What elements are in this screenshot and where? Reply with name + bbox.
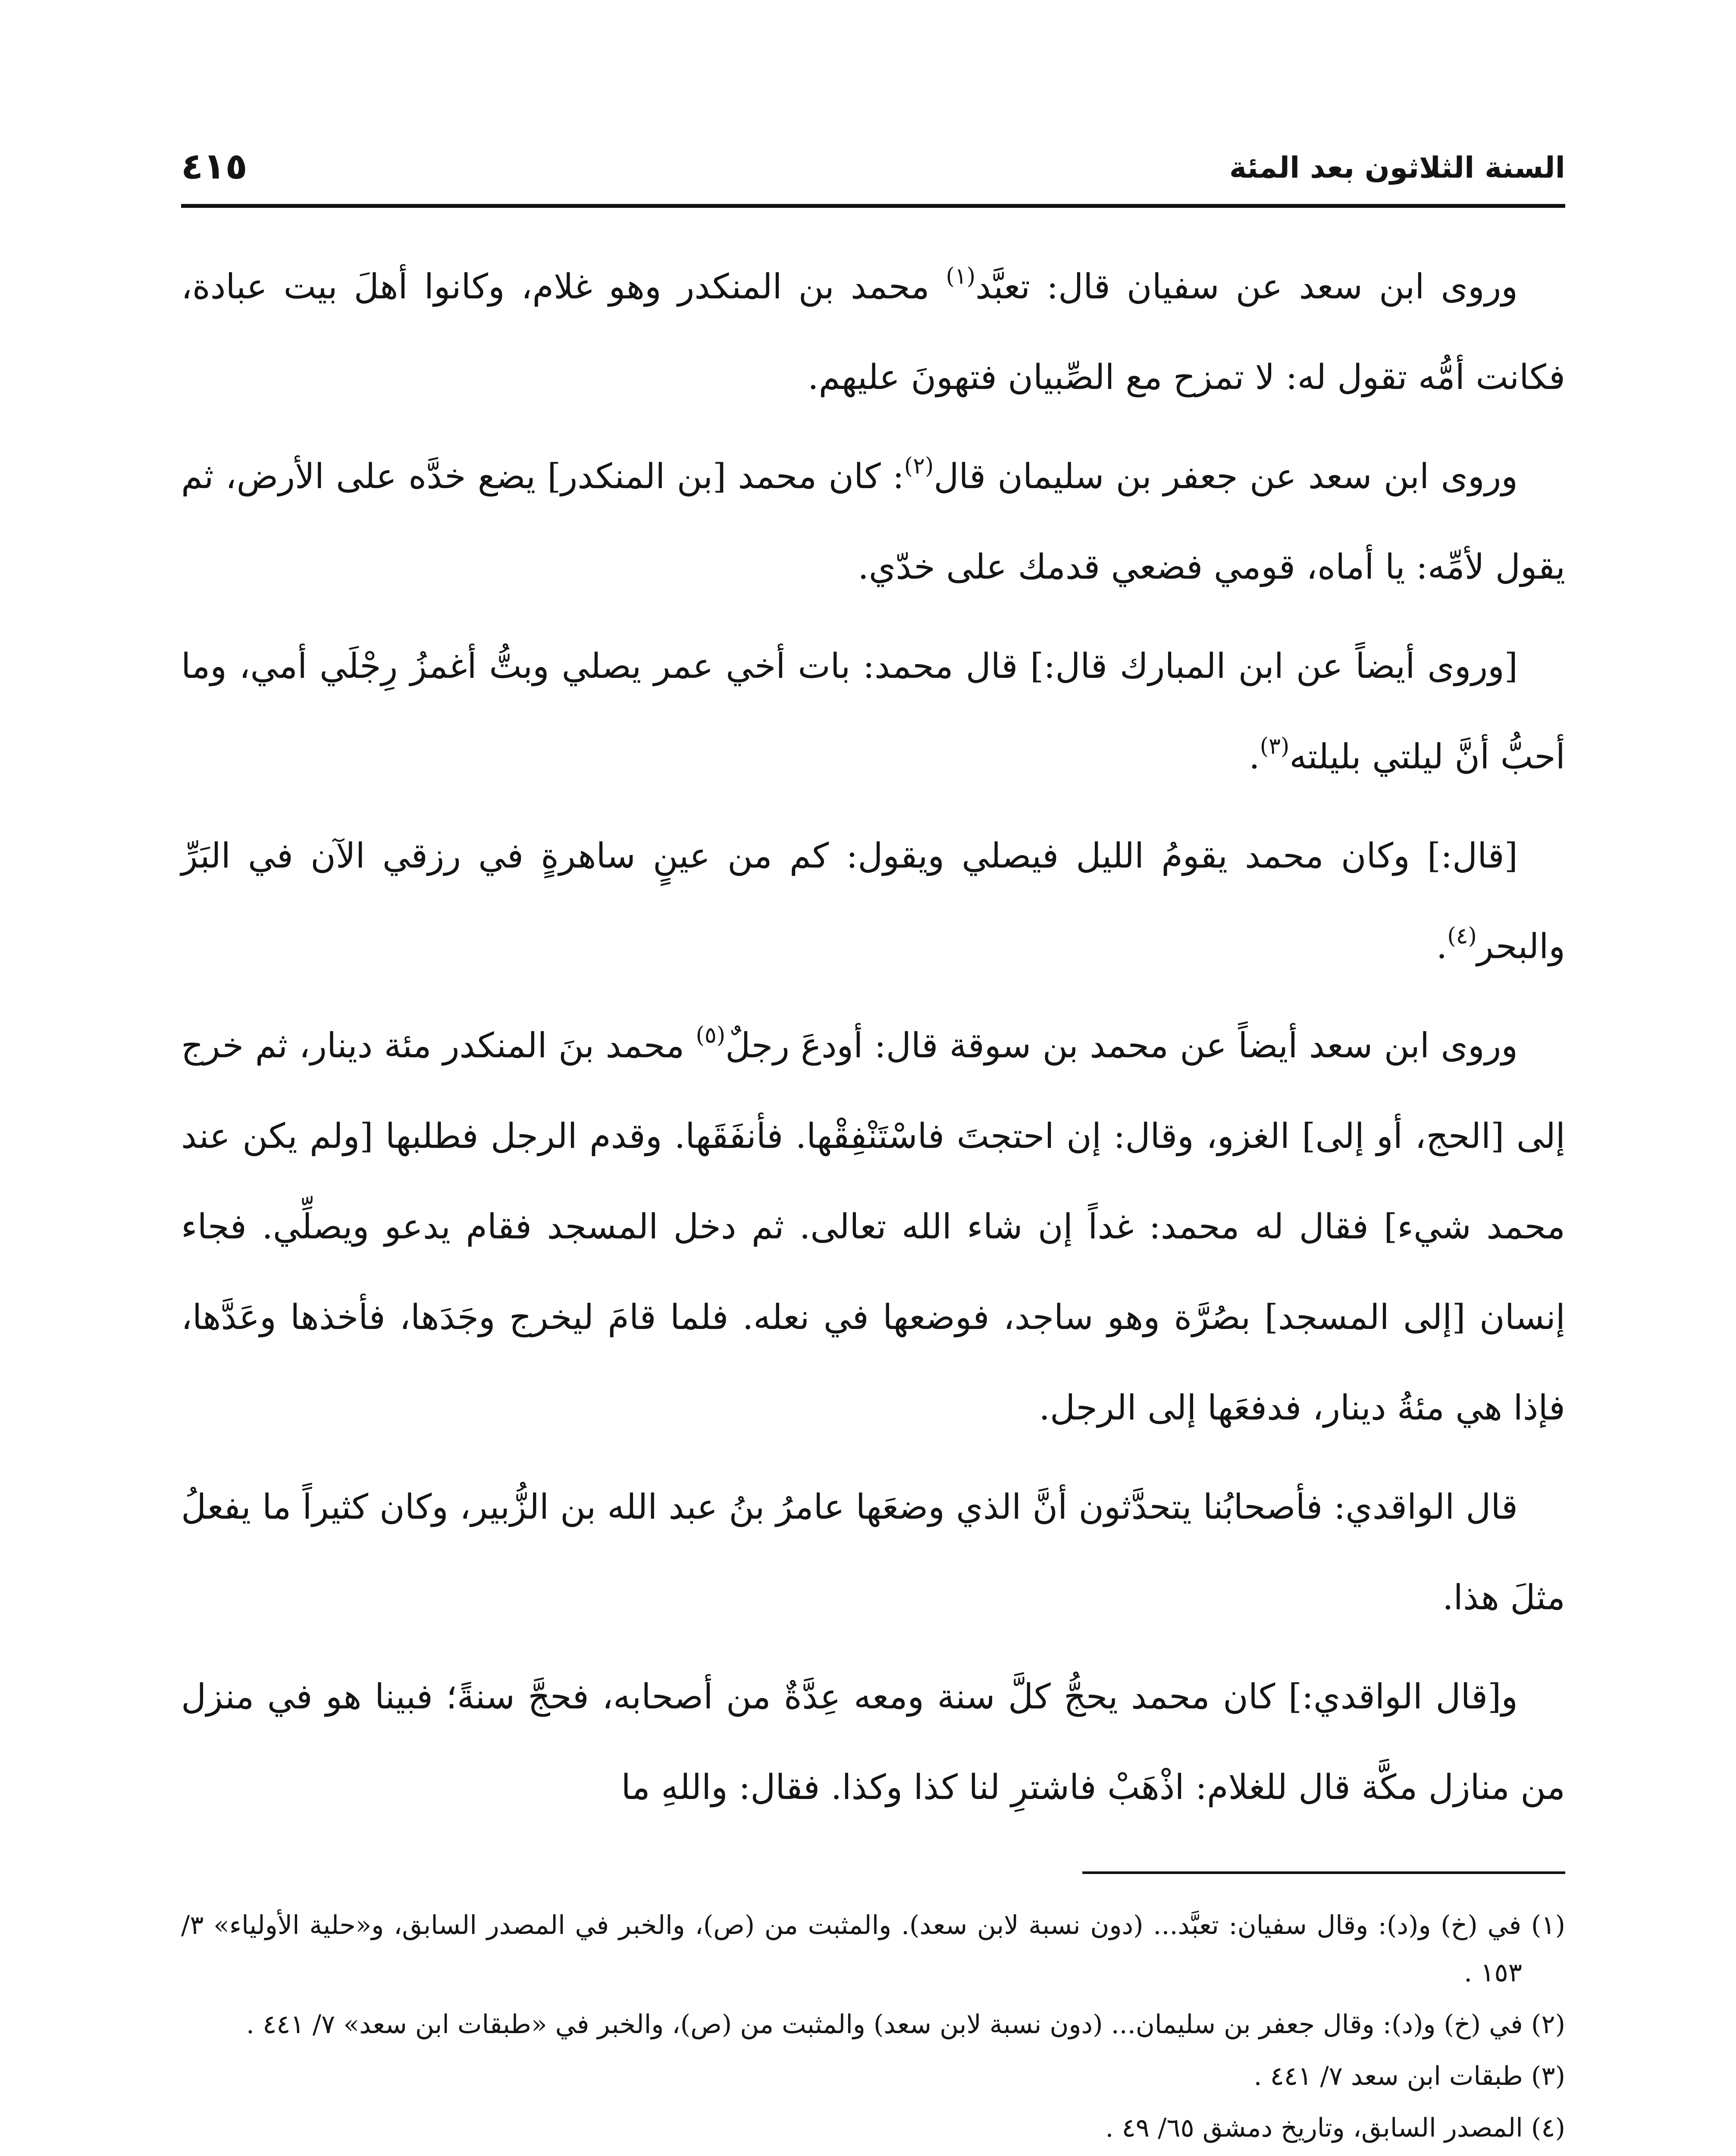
page-header (181, 142, 1565, 198)
paragraph-text: وروى ابن سعد عن جعفر بن سليمان قال (934, 456, 1518, 496)
footnote: (٢) في (خ) و(د): وقال جعفر بن سليمان... (دون نسبة لابن سعد) والمثبت من (ص)، والخبر في «طبقات ابن سعد» ٧/ ٤٤١ . (246, 2009, 1565, 2040)
paragraph-text: [وروى أيضاً عن ابن المبارك قال:] قال محمد: بات أخي عمر يصلي وبتُّ أغمزُ رِجْلَي أمي، وما أحبُّ أنَّ ليلتي بليلته (181, 646, 1565, 777)
paragraph (181, 811, 1565, 992)
footnote-ref: (٣) (1260, 733, 1290, 759)
main-text (181, 241, 1565, 1841)
paragraph (181, 1462, 1565, 1643)
paragraph (181, 241, 1565, 423)
footnote: (٣) طبقات ابن سعد ٧/ ٤٤١ . (1253, 2061, 1565, 2091)
footnote-separator (1082, 1871, 1565, 1874)
footnotes (181, 1902, 1565, 2156)
paragraph-text: محمد بنَ المنكدر مئة دينار، ثم خرج إلى [الحج، أو إلى] الغزو، وقال: إن احتجتَ فاسْتَنْفِقْها. فأنفَقَها. وقدم الرجل فطلبها [ولم يكن عند محمد شيء] فقال له محمد: غداً إن شاء الله تعالى. ثم دخل المسجد فقام يدعو ويصلِّي. فجاء إنسان [إلى المسجد] بصُرَّة وهو ساجد، فوضعها في نعله. فلما قامَ ليخرج وجَدَها، فأخذها وعَدَّها، فإذا هي مئةُ دينار، فدفعَها إلى الرجل. (181, 1025, 1565, 1428)
paragraph-text: قال الواقدي: فأصحابُنا يتحدَّثون أنَّ الذي وضعَها عامرُ بنُ عبد الله بن الزُّبير، وكان كثيراً ما يفعلُ مثلَ هذا. (181, 1487, 1565, 1617)
footnote-ref: (٥) (696, 1022, 726, 1048)
paragraph (181, 1000, 1565, 1453)
paragraph (181, 621, 1565, 802)
page-number: ٤١٥ (181, 145, 248, 187)
header-rule (181, 204, 1565, 208)
paragraph-text: وروى ابن سعد أيضاً عن محمد بن سوقة قال: أودعَ رجلٌ (725, 1025, 1518, 1065)
paragraph (181, 431, 1565, 612)
paragraph-text: : كان محمد [بن المنكدر] يضع خدَّه على الأرض، ثم يقول لأمِّه: يا أماه، قومي فضعي قدمك على خدّي. (181, 456, 1565, 587)
paragraph-text: . (1249, 736, 1260, 777)
paragraph-text: محمد بن المنكدر وهو غلام، وكانوا أهلَ بيت عبادة، فكانت أمُّه تقول له: لا تمزح مع الصِّبيان فتهونَ عليهم. (181, 266, 1565, 397)
footnote: (١) في (خ) و(د): وقال سفيان: تعبَّد... (دون نسبة لابن سعد). والمثبت من (ص)، والخبر في المصدر السابق، و«حلية الأولياء» ٣/ ١٥٣ . (181, 1910, 1565, 1988)
footnote-ref: (٢) (904, 453, 934, 479)
paragraph-text: [قال:] وكان محمد يقومُ الليل فيصلي ويقول: كم من عينٍ ساهرةٍ في رزقي الآن في البَرِّ والبحر (181, 836, 1565, 966)
footnote-ref: (١) (946, 263, 976, 289)
paragraph-text: و[قال الواقدي:] كان محمد يحجُّ كلَّ سنة ومعه عِدَّةٌ من أصحابه، فحجَّ سنةً؛ فبينا هو في منزل من منازل مكَّة قال للغلام: اذْهَبْ فاشترِ لنا كذا وكذا. فقال: واللهِ ما (181, 1677, 1565, 1807)
paragraph (181, 1651, 1565, 1833)
paragraph-text: وروى ابن سعد عن سفيان قال: تعبَّد (975, 266, 1518, 307)
paragraph-text: . (1436, 926, 1448, 966)
running-title: السنة الثلاثون بعد المئة (1229, 151, 1565, 185)
footnote: (٤) المصدر السابق، وتاريخ دمشق ٦٥/ ٤٩ . (1105, 2113, 1565, 2143)
footnote-ref: (٤) (1447, 923, 1477, 949)
